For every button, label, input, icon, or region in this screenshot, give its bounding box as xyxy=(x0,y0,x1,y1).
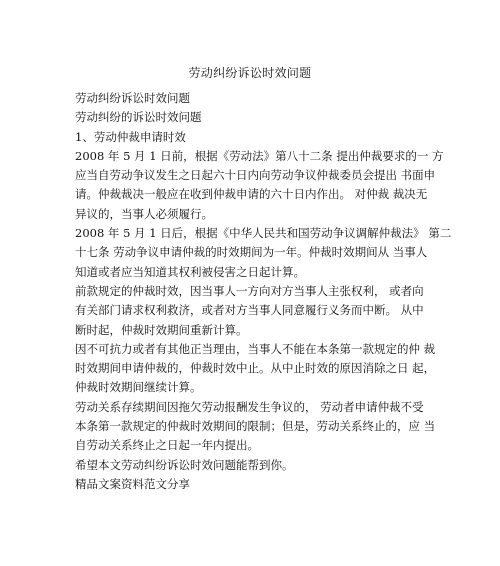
body-line: 2008 年 5 月 1 日前，根据《劳动法》第八十二条 提出仲裁要求的一 方 xyxy=(75,148,444,163)
body-line: 自劳动关系终止之日起一年内提出。 xyxy=(75,438,259,453)
body-line: 异议的，当事人必须履行。 xyxy=(75,206,213,221)
body-line: 知道或者应当知道其权利被侵害之日起计算。 xyxy=(75,264,305,279)
body-line: 时效期间申请仲裁的，仲裁时效中止。从中止时效的原因消除之日 起， xyxy=(75,361,436,376)
footer-line: 精品文案资料范文分享 xyxy=(75,476,190,491)
document-body xyxy=(75,89,452,494)
body-line: 有关部门请求权利救济，或者对方当事人同意履行义务而中断。 从中 xyxy=(75,303,424,318)
body-line: 请。仲裁裁决一般应在收到仲裁申请的六十日内作出。 对仲裁 裁决无 xyxy=(75,187,428,202)
body-line: 希望本文劳动纠纷诉讼时效问题能帮到你。 xyxy=(75,457,294,472)
body-line: 2008 年 5 月 1 日后，根据《中华人民共和国劳动争议调解仲裁法》 第二 xyxy=(75,226,452,241)
document-title: 劳动纠纷诉讼时效问题 xyxy=(188,66,312,80)
section-heading: 1、劳动仲裁申请时效 xyxy=(75,129,186,144)
body-line: 断时起，仲裁时效期间重新计算。 xyxy=(75,322,248,337)
body-line: 劳动纠纷诉讼时效问题 xyxy=(75,91,190,105)
body-line: 本条第一款规定的仲裁时效期间的限制；但是，劳动关系终止的，应 当 xyxy=(75,419,436,434)
body-line: 劳动纠纷的诉讼时效问题 xyxy=(75,110,202,125)
body-line: 前款规定的仲裁时效，因当事人一方向对方当事人主张权利， 或者向 xyxy=(75,283,424,298)
body-line: 十七条 劳动争议申请仲裁的时效期间为一年。仲裁时效期间从 当事人 xyxy=(75,245,428,260)
body-line: 劳动关系存续期间因拖欠劳动报酬发生争议的， 劳动者申请仲裁不受 xyxy=(75,399,424,414)
body-line: 仲裁时效期间继续计算。 xyxy=(75,380,202,395)
body-line: 应当自劳动争议发生之日起六十日内向劳动争议仲裁委员会提出 书面申 xyxy=(75,168,436,183)
body-line: 因不可抗力或者有其他正当理由，当事人不能在本条第一款规定的仲 裁 xyxy=(75,341,436,356)
